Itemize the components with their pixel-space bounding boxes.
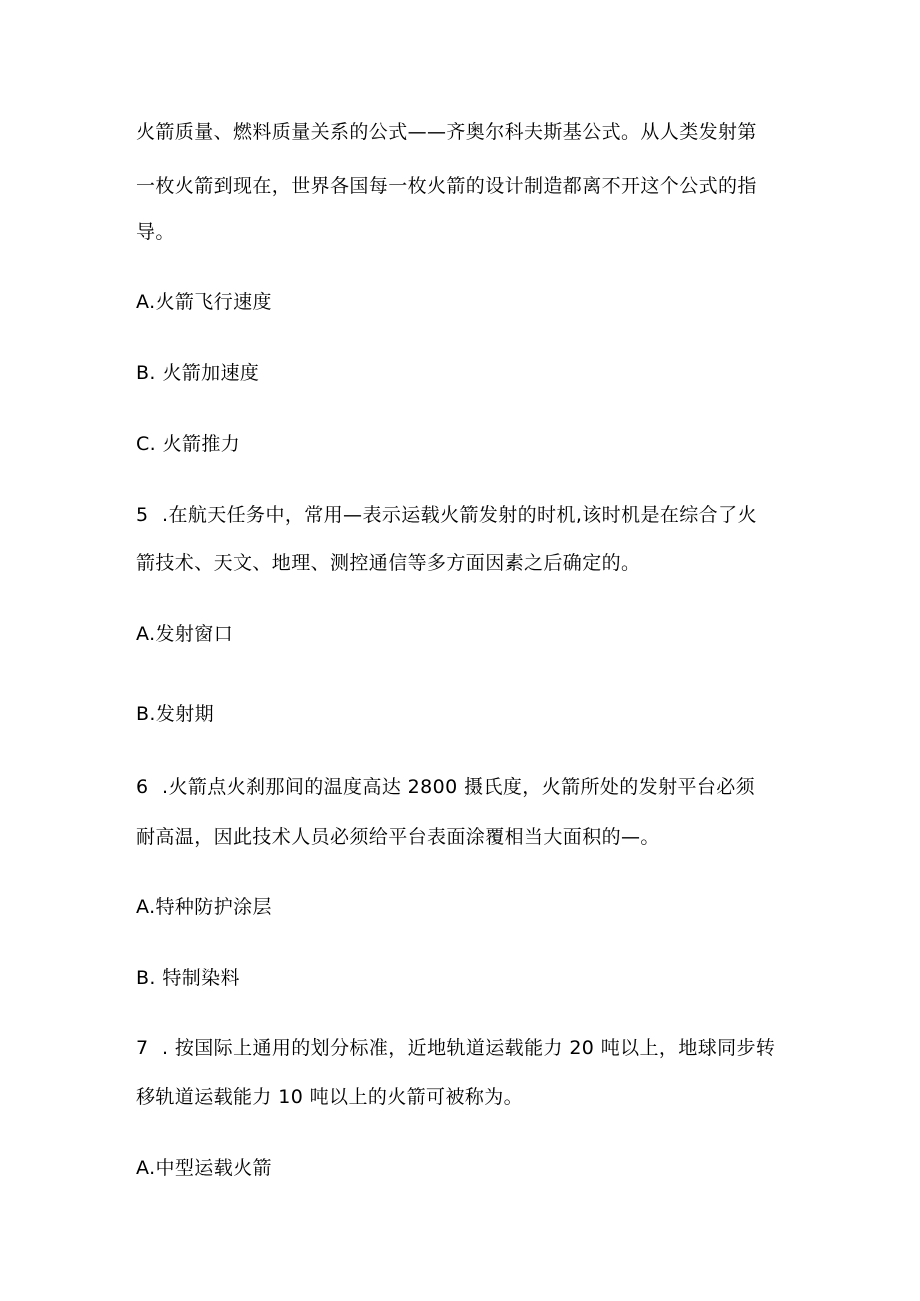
q5-option-b: B.发射期 bbox=[136, 703, 215, 725]
q6-number: 6 bbox=[136, 776, 149, 798]
q4-option-b: B. 火箭加速度 bbox=[136, 362, 260, 384]
q5-number: 5 bbox=[136, 504, 149, 526]
intro-line-2: 一枚火箭到现在，世界各国每一枚火箭的设计制造都离不开这个公式的指 bbox=[136, 175, 757, 197]
intro-line-3: 导。 bbox=[136, 221, 175, 243]
q7-number: 7 bbox=[136, 1037, 149, 1059]
q5-option-a: A.发射窗口 bbox=[136, 623, 234, 645]
q6-option-b: B. 特制染料 bbox=[136, 967, 240, 989]
q6-line-2: 耐高温，因此技术人员必须给平台表面涂覆相当大面积的—。 bbox=[136, 826, 660, 848]
q7-line-2: 移轨道运载能力 10 吨以上的火箭可被称为。 bbox=[136, 1086, 524, 1108]
q5-line-1 bbox=[136, 503, 757, 527]
q5-text-1: .在航天任务中，常用—表示运载火箭发射的时机,该时机是在综合了火 bbox=[162, 504, 757, 526]
q7-option-a: A.中型运载火箭 bbox=[136, 1157, 272, 1179]
q4-option-a: A.火箭飞行速度 bbox=[136, 291, 272, 313]
q6-text-1: .火箭点火刹那间的温度高达 2800 摄氏度，火箭所处的发射平台必须 bbox=[162, 776, 756, 798]
q6-line-1 bbox=[136, 775, 755, 799]
q6-option-a: A.特种防护涂层 bbox=[136, 896, 272, 918]
q7-line-1 bbox=[136, 1036, 775, 1060]
q5-line-2: 箭技术、天文、地理、测控通信等多方面因素之后确定的。 bbox=[136, 552, 641, 574]
q7-text-1: . 按国际上通用的划分标准，近地轨道运载能力 20 吨以上，地球同步转 bbox=[162, 1037, 776, 1059]
intro-line-1: 火箭质量、燃料质量关系的公式——齐奥尔科夫斯基公式。从人类发射第 bbox=[136, 121, 757, 143]
q4-option-c: C. 火箭推力 bbox=[136, 433, 241, 455]
